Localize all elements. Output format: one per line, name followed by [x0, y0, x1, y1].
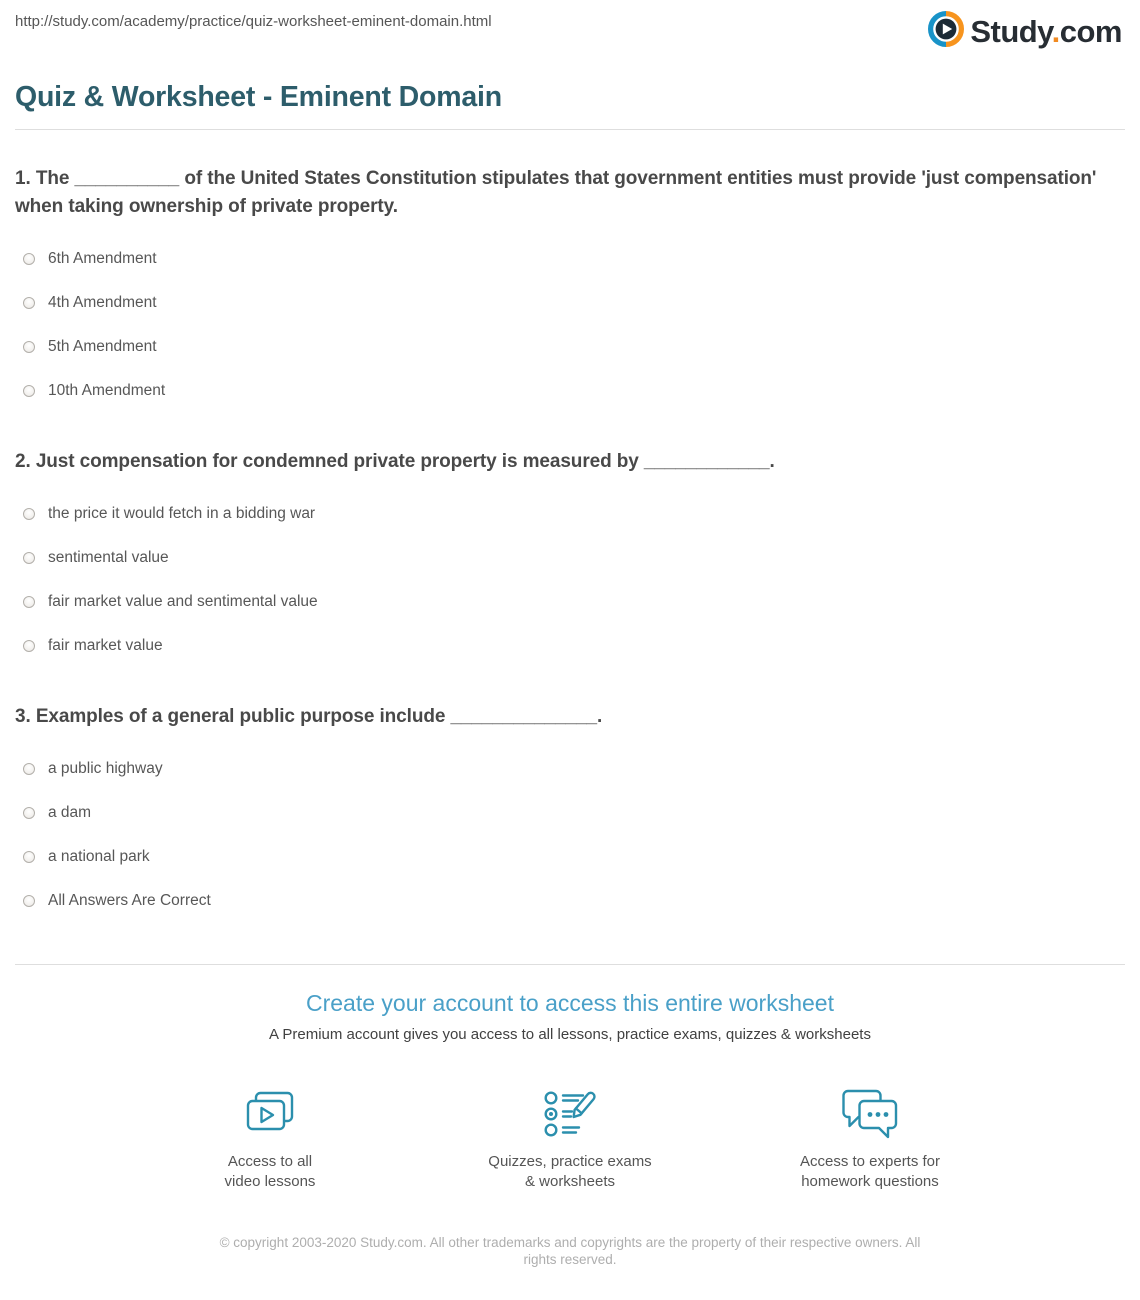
question-1: [15, 165, 1125, 413]
option-label[interactable]: 5th Amendment: [48, 338, 157, 355]
feature-label: Access to experts for homework questions: [799, 1153, 941, 1190]
studycom-logo[interactable]: [928, 11, 1122, 52]
radio-button[interactable]: [23, 341, 35, 353]
radio-button[interactable]: [23, 385, 35, 397]
answer-option[interactable]: [15, 624, 1125, 668]
radio-button[interactable]: [23, 640, 35, 652]
chat-experts-icon: [839, 1083, 901, 1139]
cta-divider: [15, 964, 1125, 965]
radio-button[interactable]: [23, 851, 35, 863]
radio-button[interactable]: [23, 596, 35, 608]
quiz-worksheet-icon: [542, 1083, 598, 1139]
question-3-text: 3. Examples of a general public purpose include ______________.: [15, 706, 603, 727]
option-label[interactable]: fair market value: [48, 637, 163, 654]
answer-option[interactable]: [15, 325, 1125, 369]
option-label[interactable]: fair market value and sentimental value: [48, 593, 318, 610]
answer-option[interactable]: [15, 580, 1125, 624]
radio-button[interactable]: [23, 895, 35, 907]
studycom-logo-icon: [928, 11, 964, 52]
title-divider: [15, 129, 1125, 130]
question-2-options: [15, 492, 1125, 668]
radio-button[interactable]: [23, 552, 35, 564]
premium-subheading: A Premium account gives you access to all lessons, practice exams, quizzes & worksheets: [269, 1026, 871, 1043]
copyright-notice: © copyright 2003-2020 Study.com. All other trademarks and copyrights are the property of their respective owners. All rights reserved.: [219, 1235, 921, 1267]
video-lessons-icon: [242, 1083, 298, 1139]
feature-label: Access to all video lessons: [224, 1153, 316, 1190]
feature-quizzes-worksheets: [450, 1083, 690, 1192]
page-url: http://study.com/academy/practice/quiz-worksheet-eminent-domain.html: [15, 13, 492, 30]
option-label[interactable]: 6th Amendment: [48, 250, 157, 267]
create-account-link[interactable]: Create your account to access this entire worksheet: [306, 990, 834, 1016]
answer-option[interactable]: [15, 237, 1125, 281]
answer-option[interactable]: [15, 492, 1125, 536]
feature-video-lessons: [150, 1083, 390, 1192]
cta-section: [15, 990, 1125, 1192]
question-3-options: [15, 747, 1125, 923]
feature-homework-experts: [750, 1083, 990, 1192]
radio-button[interactable]: [23, 253, 35, 265]
radio-button[interactable]: [23, 508, 35, 520]
answer-option[interactable]: [15, 879, 1125, 923]
option-label[interactable]: All Answers Are Correct: [48, 892, 211, 909]
answer-option[interactable]: [15, 369, 1125, 413]
option-label[interactable]: 4th Amendment: [48, 294, 157, 311]
radio-button[interactable]: [23, 807, 35, 819]
feature-label: Quizzes, practice exams & worksheets: [488, 1153, 652, 1190]
answer-option[interactable]: [15, 791, 1125, 835]
answer-option[interactable]: [15, 747, 1125, 791]
answer-option[interactable]: [15, 281, 1125, 325]
option-label[interactable]: a national park: [48, 848, 150, 865]
answer-option[interactable]: [15, 835, 1125, 879]
option-label[interactable]: 10th Amendment: [48, 382, 166, 399]
option-label[interactable]: sentimental value: [48, 549, 169, 566]
question-1-options: [15, 237, 1125, 413]
question-1-text: 1. The __________ of the United States Constitution stipulates that government entities must provide 'just compensation' when taking ownership of private property.: [15, 168, 1097, 217]
answer-option[interactable]: [15, 536, 1125, 580]
radio-button[interactable]: [23, 763, 35, 775]
page-title: Quiz & Worksheet - Eminent Domain: [15, 81, 502, 113]
question-3: [15, 703, 1125, 923]
option-label[interactable]: the price it would fetch in a bidding war: [48, 505, 316, 522]
radio-button[interactable]: [23, 297, 35, 309]
option-label[interactable]: a public highway: [48, 760, 163, 777]
question-2-text: 2. Just compensation for condemned private property is measured by ____________.: [15, 451, 775, 472]
option-label[interactable]: a dam: [48, 804, 92, 821]
question-2: [15, 448, 1125, 668]
features-row: [15, 1083, 1125, 1192]
studycom-logo-text: Study.com: [970, 13, 1122, 49]
top-bar: [15, 0, 1125, 52]
